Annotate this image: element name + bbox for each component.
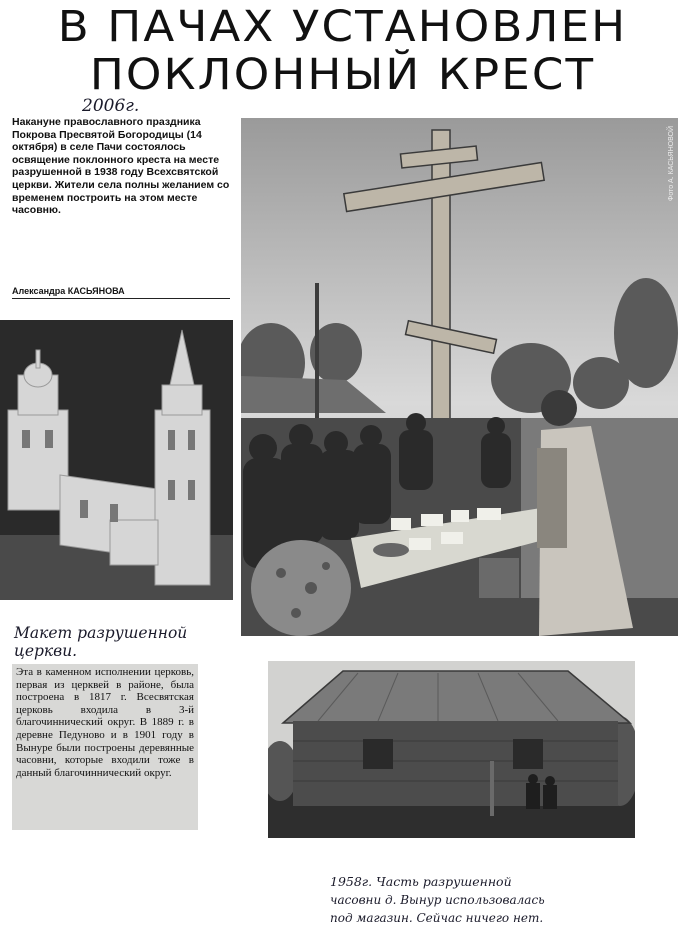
model-caption: Макет разрушенной церкви. — [14, 624, 188, 660]
photo-credit: Фото А. КАСЬЯНОВОЙ — [668, 126, 675, 201]
headline-line-1: В ПАЧАХ УСТАНОВЛЕН — [57, 2, 628, 52]
clipping-text: Эта в каменном исполнении церковь, первая из церквей в районе, была построена в 1817 г. Всесвятская церковь входила в 3-й благочиннический округ. В 1889 г. в деревне Педуново и в 1901 году в Вынуре были построены деревянные часовни, которые входили тоже в данный благочиннический округ. — [16, 666, 194, 779]
shop-building-photo — [268, 661, 635, 838]
handwritten-year: 2006г. — [82, 96, 140, 116]
handwritten-note-line-2: часовни д. Вынур использовалась — [330, 893, 545, 907]
lead-paragraph: Накануне православного праздника Покрова Пресвятой Богородицы (14 октября) в селе Пачи состоялось освящение поклонного креста на месте разрушенной в 1938 году Всехсвятской церкви. Жители села полны желанием со временем построить на этом месте часовню. — [12, 116, 230, 217]
handwritten-note-line-3: под магазин. Сейчас ничего нет. — [330, 911, 544, 925]
church-model-photo — [0, 320, 233, 600]
handwritten-note-line-1: 1958г. Часть разрушенной — [330, 874, 512, 889]
byline: Александра КАСЬЯНОВА — [12, 286, 230, 299]
headline-line-2: ПОКЛОННЫЙ КРЕСТ — [89, 50, 596, 100]
cross-ceremony-photo — [241, 118, 678, 636]
clipping — [12, 664, 198, 830]
